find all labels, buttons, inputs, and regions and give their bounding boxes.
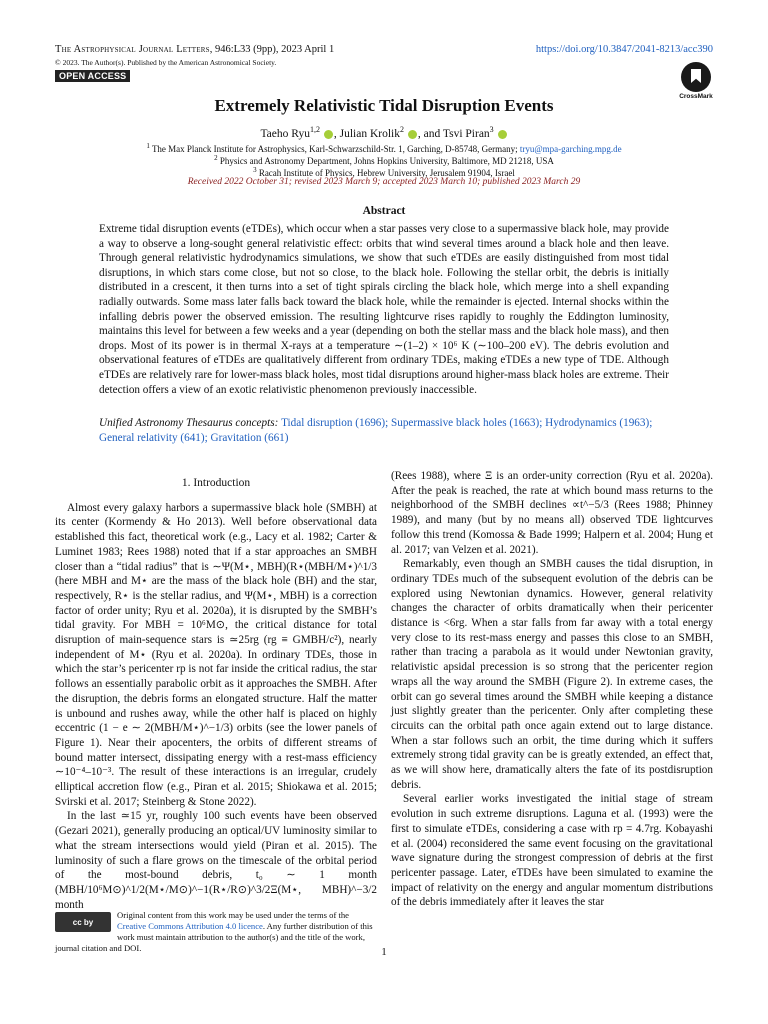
abstract-text: Extreme tidal disruption events (eTDEs), which occur when a star passes very close to a supermassive black hole, may provide a way to observe a long-sought general relativistic effect: orbits that wind several times around a black hole and then leave. Through general relativistic hydrodynamics simulations, we show that such eTDEs are easily distinguished from most tidal disruptions, in which stars come close, but not so close, to the black hole. Following the stellar orbit, the debris is initially distributed in a crescent, it then turns into a set of tight spirals circling the black hole, which merge into a shell expanding radially outwards. Some mass later falls back toward the black hole, while the remainder is ejected. Internal shocks within the infalling debris power the observed emission. The resulting lightcurve rises rapidly to roughly the Eddington luminosity, maintains this level for between a few weeks and a year (depending on both the stellar mass and the black hole mass), and then drops. Most of its power is in thermal X-rays at a temperature ∼(1–2) × 10⁶ K (∼100–200 eV). The debris evolution and observational features of eTDEs are qualitatively different from ordinary TDEs, making eTDEs a new type of TDE. Although eTDEs are relatively rare for lower-mass black holes, most tidal disruptions around higher-mass black holes are extreme. Their detection offers a view of an exotic relativistic phenomenon previously inaccessible. xyxy=(99,223,669,396)
orcid-icon[interactable] xyxy=(324,130,333,139)
body-paragraph: In the last ≃15 yr, roughly 100 such events have been observed (Gezari 2021), generally producing an optical/UV luminosity similar to what the stream intersections would yield (Piran et al. 2015). The luminosity of such a flare grows on the timescale of the orbital period of the most-bound debris, t₀ ∼ 1 month (MBH/10⁶M⊙)^1/2(M⋆/M⊙)^−1(R⋆/R⊙)^3/2Ξ(M⋆, MBH)^−3/2 month xyxy=(55,810,377,911)
open-access-badge: OPEN ACCESS xyxy=(55,70,130,82)
affiliation-text: The Max Planck Institute for Astrophysics, Karl-Schwarzschild-Str. 1, Garching, D-85748, Germany; xyxy=(151,144,520,154)
body-paragraph: Several earlier works investigated the initial stage of stream evolution in such extreme disruptions. Laguna et al. (1993) were the first to simulate eTDEs, considering a case with rp = 4.7rg. Kobayashi et al. (2004) reconsidered the same event focusing on the gravitational wave signature during the strongest compression of debris at the first pericenter passage. Later, eTDEs have been simulated to examine the impact of relativity on the energy and angular momentum distributions of the debris immediately after it leaves the star xyxy=(391,793,713,909)
running-header xyxy=(55,44,334,55)
affiliation-number: 3 xyxy=(253,166,257,174)
crossmark-label: CrossMark xyxy=(679,93,713,100)
crossmark-button[interactable] xyxy=(676,62,716,100)
author-name: Julian Krolik xyxy=(339,127,400,140)
author-affiliation-marker: 1,2 xyxy=(309,125,320,134)
journal-name: The Astrophysical Journal Letters xyxy=(55,44,210,55)
affiliation-number: 1 xyxy=(146,142,150,150)
creative-commons-icon: cc by xyxy=(55,912,111,932)
author-name: Taeho Ryu xyxy=(260,127,310,140)
body-paragraph: Almost every galaxy harbors a supermassive black hole (SMBH) at its center (Kormendy & Ho 2013). Well before observational data established this fact, theoretical work (e.g., Lacy et al. 1982; Carter & Luminet 1983; Rees 1988) noted that if a star approaches an SMBH closer than a “tidal radius” that is ∼Ψ(M⋆, MBH)(R⋆(MBH/M⋆)^1/3 (here MBH and M⋆ are the mass of the black hole (BH) and the star, respectively, R⋆ is the stellar radius, and Ψ(M⋆, MBH) is a correction factor of order unity; Ryu et al. 2020a), it is disrupted by the SMBH’s tidal gravity. For MBH = 10⁶M⊙, the critical distance for total disruption of main-sequence stars is ≃25rg (rg ≡ GMBH/c²), nearly independent of M⋆ (Ryu et al. 2020a). In ordinary TDEs, those in which the star’s pericenter rp is not far inside the critical radius, the star follows an essentially parabolic orbit as it approaches the SMBH. After the disruption, the debris forms an elongated structure. Half the matter is unbound and rushes away, while the other half is placed on highly eccentric (1 − e ∼ 2(MBH/M⋆)^−1/3) orbits (see the lower panels of Figure 1). Near their apocenters, the orbits of different streams of bound matter intersect, dissipating energy with a rest-mass efficiency ∼10⁻⁴–10⁻³. The result of these interactions is an irregular, crudely elliptical accretion flow (e.g., Piran et al. 2015; Shiokawa et al. 2015; Svirski et al. 2017; Steinberg & Stone 2022). xyxy=(55,501,377,808)
author-list xyxy=(0,125,768,140)
copyright-line: © 2023. The Author(s). Published by the American Astronomical Society. xyxy=(55,58,277,67)
license-link[interactable]: Creative Commons Attribution 4.0 licence xyxy=(117,921,263,931)
doi-link[interactable]: https://doi.org/10.3847/2041-8213/acc390 xyxy=(535,44,713,55)
right-column xyxy=(391,469,713,910)
license-suffix: . Any further distribution of this work must maintain attribution to the author(s) and the title of the work, journal citation and DOI. xyxy=(55,921,373,953)
uat-concepts xyxy=(99,416,669,445)
affiliation-number: 2 xyxy=(214,154,218,162)
left-column xyxy=(55,470,377,912)
publication-dates: Received 2022 October 31; revised 2023 March 9; accepted 2023 March 10; published 2023 March 29 xyxy=(187,177,581,187)
email-link[interactable]: tryu@mpa-garching.mpg.de xyxy=(519,144,622,154)
body-paragraph: (Rees 1988), where Ξ is an order-unity correction (Ryu et al. 2020a). After the peak is reached, the rate at which bound mass returns to the neighborhood of the SMBH declines ∝t^−5/3 (Rees 1988; Phinney 1989), and many (but by no means all) observed TDE lightcurves follow this trend (Komossa & Bade 1999; Halpern et al. 2004; Hung et al. 2017; van Velzen et al. 2021). xyxy=(391,470,713,556)
author-separator: , and xyxy=(417,127,443,140)
affiliation-text: Physics and Astronomy Department, Johns Hopkins University, Baltimore, MD 21218, USA xyxy=(219,156,554,166)
orcid-icon[interactable] xyxy=(498,130,507,139)
body-paragraph: Remarkably, even though an SMBH causes the tidal disruption, in ordinary TDEs much of the subsequent evolution of the debris can be explored using Newtonian dynamics. However, general relativity changes the character of orbits dramatically when their pericenter distance is <6rg. When a star falls from far away with a total energy very close to its rest-mass energy and passes this close to an SMBH, rather than tracing a parabola as it would under Newtonian gravity, relativistic apsidal precession is so strong that the pericenter region wraps all the way around the SMBH (Figure 2). In extreme cases, the orbit can go several times around the SMBH while keeping a distance just slightly greater than the pericenter. Only after completing these circuits can the orbital path once again extend out to large distance. When a star follows such an orbit, the time during which it suffers extremely strong tidal gravity can be is greatly extended, an effect that, as we will show here, dramatically alters the fate of its postdisruption debris. xyxy=(391,558,713,791)
uat-concept-links[interactable]: Tidal disruption (1696); Supermassive black holes (1663); Hydrodynamics (1963); General relativity (641); Gravitation (661) xyxy=(99,417,653,444)
crossmark-icon xyxy=(681,62,711,92)
author-separator: , xyxy=(333,127,340,140)
page-number: 1 xyxy=(381,946,387,958)
abstract-heading: Abstract xyxy=(362,205,406,217)
license-prefix: Original content from this work may be used under the terms of the xyxy=(117,910,349,920)
orcid-icon[interactable] xyxy=(408,130,417,139)
author-affiliation-marker: 2 xyxy=(399,125,404,134)
author-affiliation-marker: 3 xyxy=(489,125,494,134)
journal-citation: , 946:L33 (9pp), 2023 April 1 xyxy=(209,44,335,55)
author-name: Tsvi Piran xyxy=(442,127,490,140)
section-heading: 1. Introduction xyxy=(181,477,251,489)
uat-label: Unified Astronomy Thesaurus concepts: xyxy=(99,417,282,429)
affiliation-text: Racah Institute of Physics, Hebrew University, Jerusalem 91904, Israel xyxy=(258,168,515,178)
paper-title: Extremely Relativistic Tidal Disruption Events xyxy=(214,96,554,115)
